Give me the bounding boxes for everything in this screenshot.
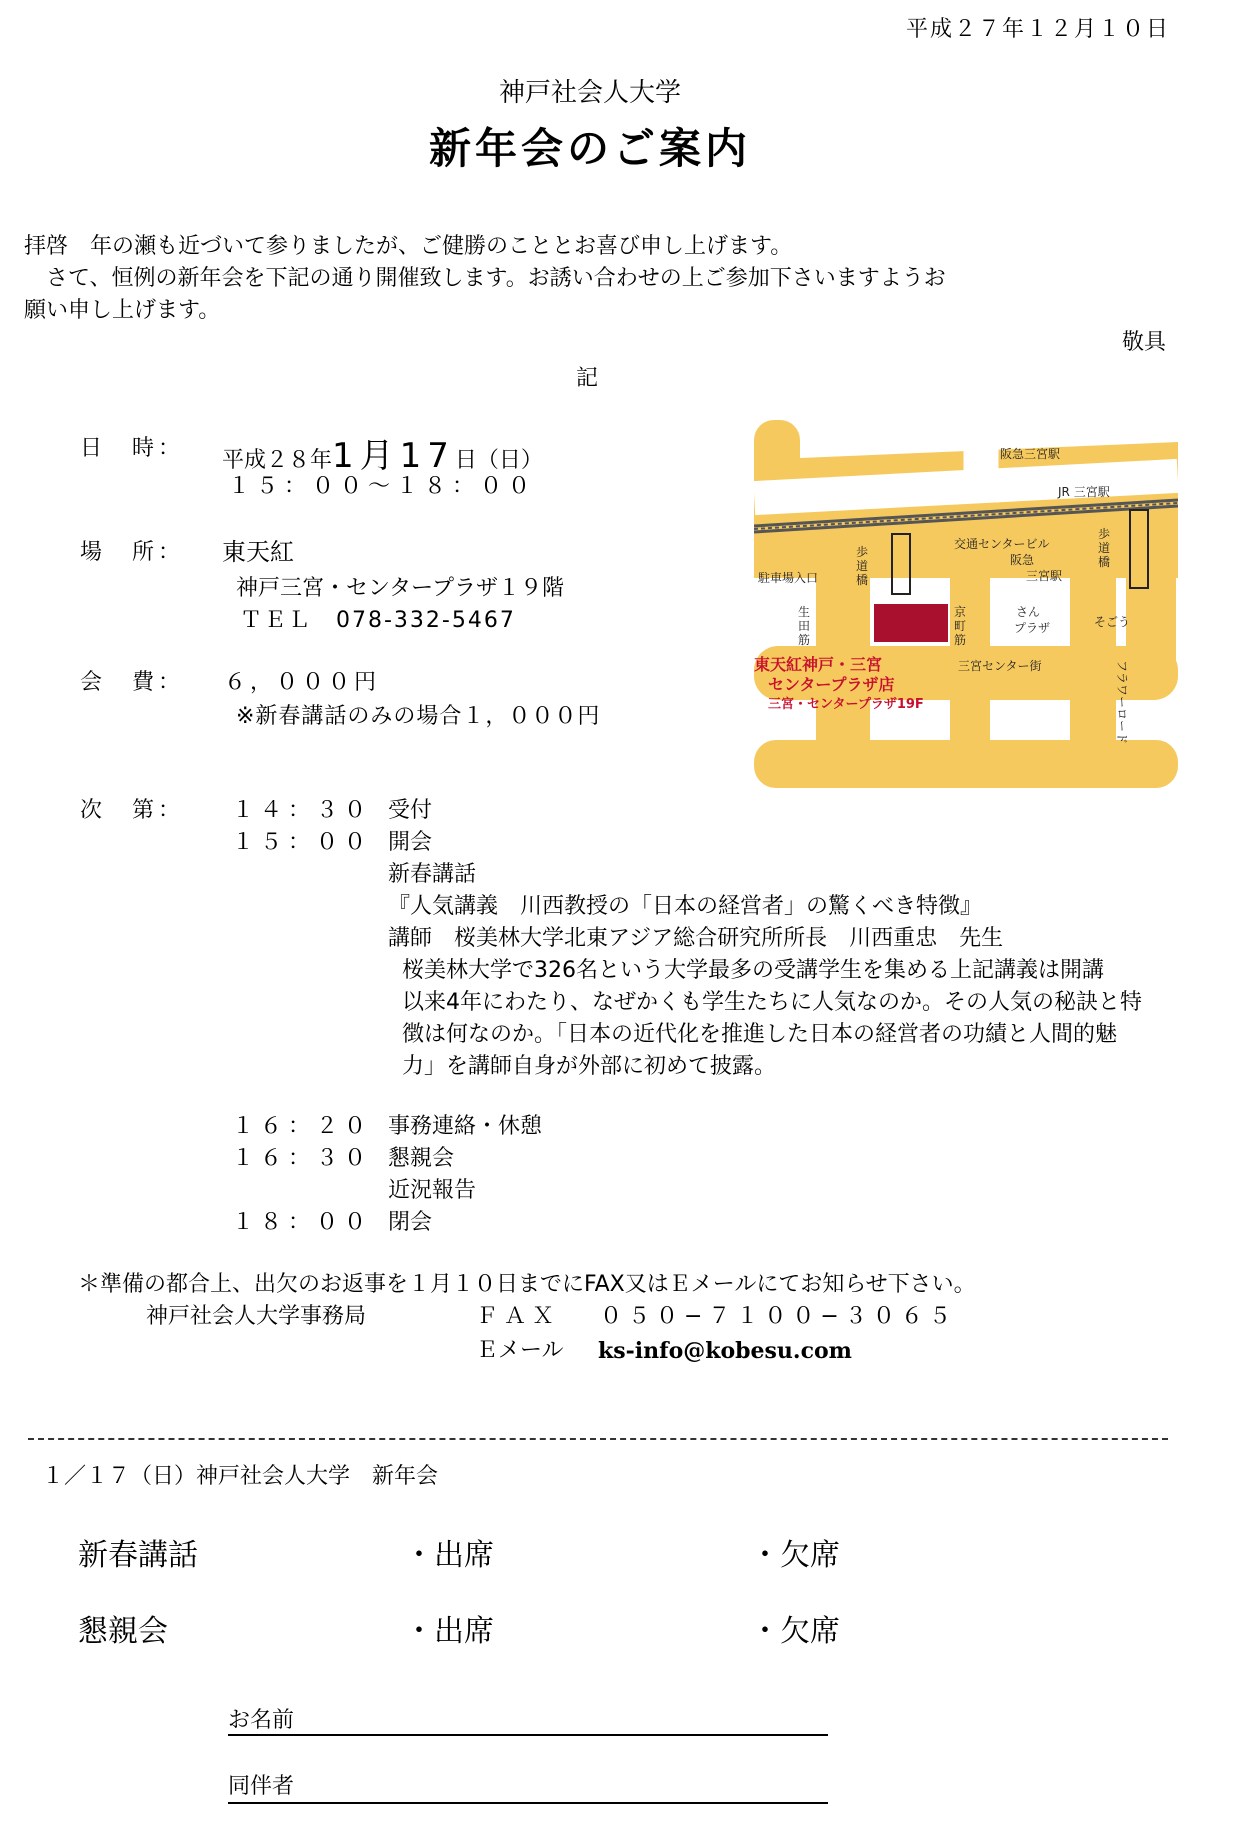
map-label-hodo-right-1: 歩 bbox=[1098, 527, 1111, 541]
map-label-san-1: さん bbox=[1016, 605, 1041, 619]
organization-name: 神戸社会人大学 bbox=[498, 78, 681, 108]
map-label-ikuta-1: 生 bbox=[798, 605, 811, 619]
schedule-time-5: １６：３０ bbox=[232, 1146, 373, 1171]
office-name: 神戸社会人大学事務局 bbox=[146, 1304, 367, 1329]
closing-word: 敬具 bbox=[1121, 330, 1166, 355]
schedule-label: 次 第： bbox=[80, 798, 185, 823]
venue-tel: ＴＥＬ 078-332-5467 bbox=[240, 608, 516, 633]
fee-amount: ６，０００円 bbox=[224, 670, 381, 695]
map-store-label-2: センタープラザ店 bbox=[768, 675, 895, 694]
event-date-prefix: 平成２８年 bbox=[222, 448, 333, 473]
venue-address: 神戸三宮・センタープラザ１９階 bbox=[236, 576, 565, 601]
companion-field[interactable] bbox=[228, 1802, 828, 1804]
lecture-desc-3: 徴は何なのか。「日本の近代化を推進した日本の経営者の功績と人間的魅 bbox=[402, 1022, 1118, 1047]
cut-line bbox=[28, 1438, 1168, 1440]
reply-row-lecture-label: 新春講話 bbox=[78, 1538, 198, 1573]
venue-name: 東天紅 bbox=[222, 538, 294, 566]
greeting-line-3: 願い申し上げます。 bbox=[24, 298, 221, 323]
fee-label: 会 費： bbox=[80, 670, 185, 695]
datetime-label: 日 時： bbox=[80, 436, 185, 461]
lecture-desc-1: 桜美林大学で326名という大学最多の受講学生を集める上記講義は開講 bbox=[402, 958, 1104, 983]
map-store-label-3: 三宮・センタープラザ19F bbox=[768, 697, 924, 712]
schedule-event-4: 事務連絡・休憩 bbox=[388, 1114, 543, 1139]
ki-heading: 記 bbox=[576, 366, 599, 391]
reply-row-lecture-attend[interactable]: ・出席 bbox=[404, 1538, 494, 1573]
map-label-kyo-2: 町 bbox=[954, 619, 967, 633]
map-label-kyo-1: 京 bbox=[954, 605, 967, 619]
venue-map bbox=[754, 420, 1178, 796]
event-date-suffix: 日（日） bbox=[454, 448, 543, 473]
map-label-hankyu2b: 三宮駅 bbox=[1026, 569, 1063, 583]
schedule-event-5: 懇親会 bbox=[388, 1146, 455, 1171]
schedule-event-6: 近況報告 bbox=[388, 1178, 477, 1203]
companion-label: 同伴者 bbox=[228, 1774, 295, 1799]
document-date: 平成２７年１２月１０日 bbox=[905, 17, 1170, 42]
email-address[interactable]: ks-info@kobesu.com bbox=[598, 1338, 852, 1364]
greeting-line-1: 拝啓 年の瀬も近づいて参りましたが、ご健勝のこととお喜び申し上げます。 bbox=[24, 234, 793, 259]
schedule-time-4: １６：２０ bbox=[232, 1114, 373, 1139]
map-label-kyo-3: 筋 bbox=[954, 633, 967, 647]
event-date bbox=[222, 428, 543, 477]
reply-row-party-absent[interactable]: ・欠席 bbox=[750, 1614, 840, 1649]
reply-row-party-attend[interactable]: ・出席 bbox=[404, 1614, 494, 1649]
lecture-desc-4: 力」を講師自身が外部に初めて披露。 bbox=[402, 1054, 777, 1079]
fax-label: ＦＡＸ bbox=[476, 1304, 561, 1329]
reply-heading: １／１７（日）神戸社会人大学 新年会 bbox=[42, 1464, 439, 1489]
reply-notice: ＊準備の都合上、出欠のお返事を１月１０日までにFAX又はＥメールにてお知らせ下さい。 bbox=[78, 1272, 976, 1297]
schedule-time-7: １８：００ bbox=[232, 1210, 373, 1235]
name-field[interactable] bbox=[228, 1734, 828, 1736]
map-label-hankyu2a: 阪急 bbox=[1010, 553, 1035, 567]
schedule-event-1: 受付 bbox=[388, 798, 433, 823]
schedule-event-2: 開会 bbox=[388, 830, 433, 855]
schedule-event-3: 新春講話 bbox=[388, 862, 477, 887]
map-label-sogo: そごう bbox=[1094, 615, 1131, 629]
map-label-hodo-right-2: 道 bbox=[1098, 541, 1111, 555]
map-label-hodo-3: 橋 bbox=[856, 573, 869, 587]
reply-row-lecture-absent[interactable]: ・欠席 bbox=[750, 1538, 840, 1573]
map-label-hodo-1: 歩 bbox=[856, 545, 869, 559]
map-label-ikuta-2: 田 bbox=[798, 619, 811, 633]
reply-row-party-label: 懇親会 bbox=[78, 1614, 168, 1649]
lecture-title: 『人気講義 川西教授の「日本の経営者」の驚くべき特徴』 bbox=[388, 894, 983, 919]
greeting-line-2: さて、恒例の新年会を下記の通り開催致します。お誘い合わせの上ご参加下さいますようお bbox=[24, 266, 946, 291]
map-label-parking: 駐車場入口 bbox=[758, 571, 819, 585]
place-label: 場 所： bbox=[80, 540, 185, 565]
map-label-san-2: プラザ bbox=[1014, 621, 1051, 635]
map-label-flower-road: フラワーロード bbox=[1115, 660, 1129, 745]
map-label-hodo-2: 道 bbox=[856, 559, 869, 573]
page-title: 新年会のご案内 bbox=[428, 124, 751, 173]
name-label: お名前 bbox=[228, 1708, 295, 1733]
map-label-center-street: 三宮センター街 bbox=[958, 659, 1042, 673]
email-label: Ｅメール bbox=[476, 1338, 564, 1363]
schedule-time-2: １５：００ bbox=[232, 830, 373, 855]
schedule-time-1: １４：３０ bbox=[232, 798, 373, 823]
map-label-hodo-right-3: 橋 bbox=[1098, 555, 1111, 569]
map-label-kotsu: 交通センタービル bbox=[954, 537, 1050, 551]
map-label-hankyu: 阪急三宮駅 bbox=[1000, 447, 1061, 461]
fee-note: ※新春講話のみの場合１，０００円 bbox=[236, 704, 601, 729]
map-store-label-1: 東天紅神戸・三宮 bbox=[754, 655, 883, 674]
lecturer: 講師 桜美林大学北東アジア総合研究所所長 川西重忠 先生 bbox=[388, 926, 1004, 951]
fax-number: ０５０−７１００−３０６５ bbox=[600, 1304, 957, 1329]
schedule-event-7: 閉会 bbox=[388, 1210, 433, 1235]
map-label-ikuta-3: 筋 bbox=[798, 633, 811, 647]
lecture-desc-2: 以来4年にわたり、なぜかくも学生たちに人気なのか。その人気の秘訣と特 bbox=[402, 990, 1142, 1015]
event-time: １５：００〜１８：００ bbox=[228, 474, 537, 499]
event-date-big: 1月17 bbox=[332, 436, 455, 476]
map-label-jr: JR 三宮駅 bbox=[1058, 485, 1110, 499]
